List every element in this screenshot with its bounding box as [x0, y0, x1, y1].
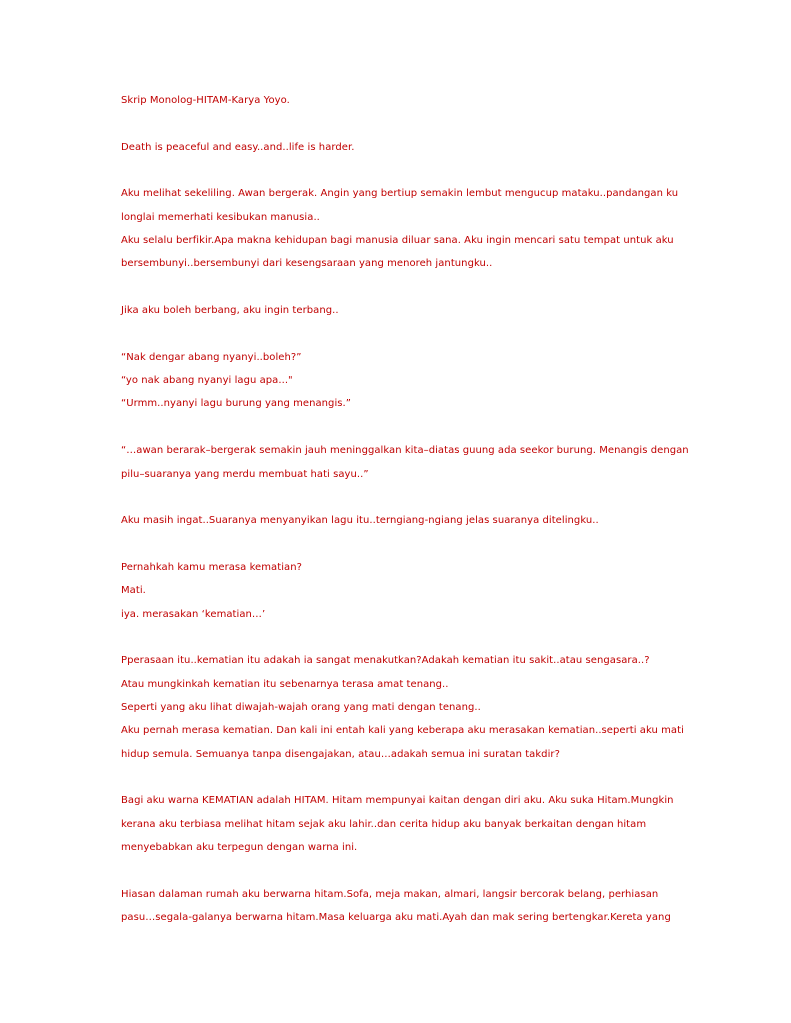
document-title [121, 89, 681, 112]
paragraph-gap [121, 276, 681, 299]
text-line: Aku pernah merasa kematian. Dan kali ini entah kali yang keberapa aku merasakan kematian..seperti aku mati [121, 725, 684, 737]
paragraph [121, 439, 689, 486]
paragraph-gap [121, 416, 681, 439]
paragraph [121, 136, 681, 159]
text-line: Bagi aku warna KEMATIAN adalah HITAM. Hitam mempunyai kaitan dengan diri aku. Aku suka Hitam.Mungkin [121, 795, 674, 807]
paragraph [121, 649, 684, 766]
paragraph-gap [121, 486, 681, 509]
text-line: “Nak dengar abang nyanyi..boleh?” [121, 351, 302, 363]
paragraph [121, 299, 681, 322]
paragraph-gap [121, 859, 681, 882]
text-line: Death is peaceful and easy..and..life is harder. [121, 141, 355, 153]
document-body [121, 89, 689, 929]
text-line: pilu–suaranya yang merdu membuat hati sayu..” [121, 468, 369, 480]
text-line: bersembunyi..bersembunyi dari kesengsaraan yang menoreh jantungku.. [121, 258, 493, 270]
text-line: “yo nak abang nyanyi lagu apa..." [121, 375, 293, 387]
text-line: Pperasaan itu..kematian itu adakah ia sangat menakutkan?Adakah kematian itu sakit..atau sengasara..? [121, 655, 650, 667]
paragraph [121, 509, 681, 532]
text-line: Hiasan dalaman rumah aku berwarna hitam.Sofa, meja makan, almari, langsir bercorak belang, perhiasan [121, 888, 659, 900]
text-line: Jika aku boleh berbang, aku ingin terbang.. [121, 305, 339, 317]
text-line: Mati. [121, 585, 146, 597]
text-line: Atau mungkinkah kematian itu sebenarnya terasa amat tenang.. [121, 678, 449, 690]
text-line: iya. merasakan ‘kematian…’ [121, 608, 266, 620]
paragraph-gap [121, 533, 681, 556]
text-line: kerana aku terbiasa melihat hitam sejak aku lahir..dan cerita hidup aku banyak berkaitan dengan hitam [121, 818, 647, 830]
text-line: hidup semula. Semuanya tanpa disengajakan, atau…adakah semua ini suratan takdir? [121, 748, 560, 760]
text-line: Aku masih ingat..Suaranya menyanyikan lagu itu..terngiang-ngiang jelas suaranya ditelingku.. [121, 515, 599, 527]
paragraph-gap [121, 322, 681, 345]
paragraph [121, 556, 681, 626]
text-line: Seperti yang aku lihat diwajah-wajah orang yang mati dengan tenang.. [121, 701, 481, 713]
text-line: menyebabkan aku terpegun dengan warna ini. [121, 842, 358, 853]
paragraph [121, 883, 681, 930]
text-line: pasu…segala-galanya berwarna hitam.Masa keluarga aku mati.Ayah dan mak sering bertengkar.Kereta yang [121, 912, 671, 924]
text-line: Aku melihat sekeliling. Awan bergerak. Angin yang bertiup semakin lembut mengucup mataku..pandangan ku [121, 188, 679, 200]
paragraph-gap [121, 626, 681, 649]
paragraph-gap [121, 159, 681, 182]
paragraph [121, 346, 681, 416]
paragraph-gap [121, 766, 681, 789]
text-line: Aku selalu berfikir.Apa makna kehidupan bagi manusia diluar sana. Aku ingin mencari satu tempat untuk aku [121, 235, 674, 247]
paragraph-gap [121, 112, 681, 135]
paragraph [121, 789, 681, 859]
text-line: longlai memerhati kesibukan manusia.. [121, 211, 320, 223]
paragraph [121, 182, 681, 275]
text-line: “Urmm..nyanyi lagu burung yang menangis.” [121, 398, 351, 410]
text-line: “…awan berarak–bergerak semakin jauh meninggalkan kita–diatas guung ada seekor burung. Menangis dengan [121, 445, 689, 457]
text-line: Pernahkah kamu merasa kematian? [121, 561, 302, 573]
text-line: Skrip Monolog-HITAM-Karya Yoyo. [121, 95, 290, 106]
